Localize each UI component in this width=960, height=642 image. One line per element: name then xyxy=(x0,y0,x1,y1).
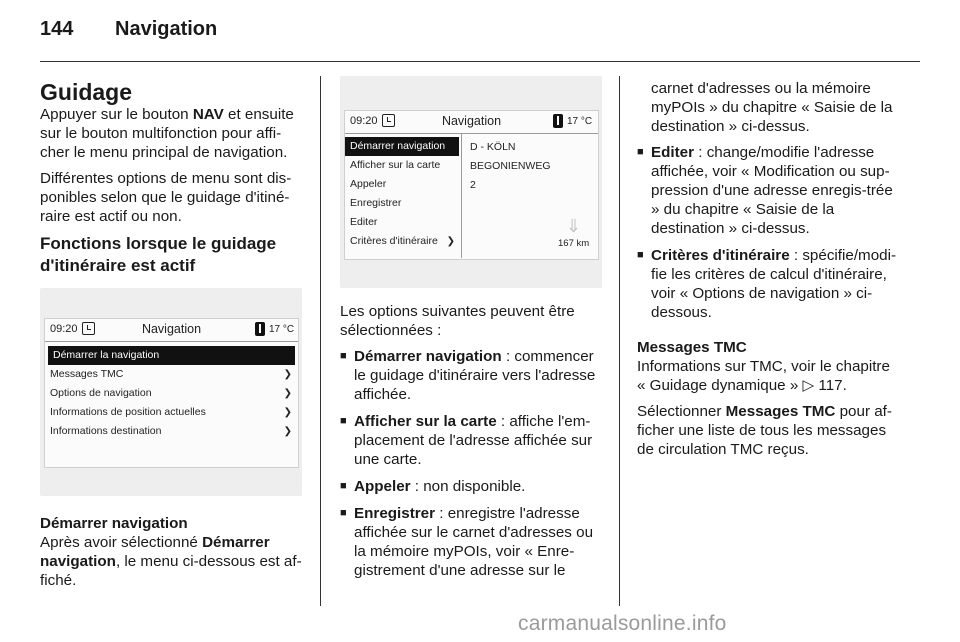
menu-item-edit[interactable]: Editer xyxy=(350,216,378,228)
screen-temperature: 17 °C xyxy=(269,324,295,335)
subheading-active-guidance: Fonctions lorsque le guidage d'itinéraire est actif xyxy=(40,234,277,275)
page-reference[interactable]: 117 xyxy=(818,377,843,394)
options-list xyxy=(340,347,608,580)
page-reference-icon: ▷ xyxy=(802,377,819,394)
paragraph-tmc-select: Sélectionner Messages TMC pour af-ficher une liste de tous les messages de circulation TMC reçus. xyxy=(637,403,892,458)
chevron-right-icon: ❯ xyxy=(283,388,292,399)
nav-screen-destination xyxy=(344,110,599,260)
option-route-criteria: ■ Critères d'itinéraire : spécifie/modi-fie les critères de calcul d'itinéraire, voir « Options de navigation » ci-dessous. xyxy=(637,246,902,322)
section-title: Navigation xyxy=(115,18,218,40)
menu-item-call[interactable]: Appeler xyxy=(350,178,387,190)
destination-country-city: D - KÖLN xyxy=(470,141,516,153)
arrow-down-icon: ⇓ xyxy=(566,216,582,236)
menu-item-destination-info[interactable]: Informations destination ❯ xyxy=(45,422,298,441)
subheading-tmc-messages: Messages TMC xyxy=(637,339,747,356)
chevron-right-icon: ❯ xyxy=(283,426,292,437)
menu-item-show-on-map[interactable]: Afficher sur la carte xyxy=(350,159,441,171)
destination-number: 2 xyxy=(470,179,476,191)
screen-status-bar xyxy=(45,319,298,342)
page-number: 144 xyxy=(40,18,74,40)
screen-figure-2 xyxy=(340,76,602,288)
options-list-continued xyxy=(637,143,902,322)
main-menu-list xyxy=(45,346,298,441)
menu-item-current-position-info[interactable]: Informations de position actuelles ❯ xyxy=(45,403,298,422)
destination-menu-list xyxy=(345,137,461,251)
paragraph-continued: carnet d'adresses ou la mémoire myPOIs » du chapitre « Saisie de la destination » ci-dessus. xyxy=(651,80,893,135)
screen-title: Navigation xyxy=(441,114,502,128)
paragraph-options: Différentes options de menu sont dis-ponibles selon que le guidage d'itiné-raire est actif ou non. xyxy=(40,170,292,225)
thermometer-icon xyxy=(553,114,563,128)
destination-address xyxy=(470,138,551,195)
screen-status-bar xyxy=(345,111,598,134)
option-edit: ■ Editer : change/modifie l'adresse affichée, voir « Modification ou sup-pression d'une adresse enregis-trée » du chapitre « Saisie de la destination » ci-dessus. xyxy=(637,143,902,238)
menu-item-tmc-messages[interactable]: Messages TMC ❯ xyxy=(45,365,298,384)
menu-item-navigation-options[interactable]: Options de navigation ❯ xyxy=(45,384,298,403)
screen-figure-1 xyxy=(40,288,302,496)
thermometer-icon xyxy=(255,322,265,336)
menu-item-route-criteria[interactable]: Critères d'itinéraire ❯ xyxy=(345,232,461,251)
paragraph-tmc-info: Informations sur TMC, voir le chapitre « Guidage dynamique » ▷ 117. xyxy=(637,358,890,394)
chevron-right-icon: ❯ xyxy=(446,236,455,247)
screen-time: 09:20 xyxy=(50,323,78,335)
option-save: ■ Enregistrer : enregistre l'adresse affichée sur le carnet d'adresses ou la mémoire myPOIs, voir « Enre-gistrement d'une adresse sur le xyxy=(340,504,608,580)
column-1 xyxy=(40,79,305,287)
paragraph-intro: Appuyer sur le bouton NAV et ensuite sur le bouton multifonction pour affi-cher le menu principal de navigation. xyxy=(40,106,294,161)
column-3 xyxy=(637,79,902,466)
option-start-navigation: ■ Démarrer navigation : commencer le guidage d'itinéraire vers l'adresse affichée. xyxy=(340,347,608,404)
heading-guidage: Guidage xyxy=(40,79,133,105)
column-divider-2 xyxy=(619,76,620,606)
subheading-start-navigation: Démarrer navigation xyxy=(40,515,188,532)
chevron-right-icon: ❯ xyxy=(283,369,292,380)
column-divider-1 xyxy=(320,76,321,606)
nav-screen-main-menu xyxy=(44,318,299,468)
menu-item-start-navigation[interactable]: Démarrer la navigation xyxy=(48,346,295,365)
menu-item-start-navigation[interactable]: Démarrer navigation xyxy=(345,137,459,156)
option-show-on-map: ■ Afficher sur la carte : affiche l'em-placement de l'adresse affichée sur une carte. xyxy=(340,412,608,469)
screen-title: Navigation xyxy=(141,322,202,336)
menu-item-save[interactable]: Enregistrer xyxy=(350,197,402,209)
column-1-bottom xyxy=(40,514,305,597)
destination-address-panel xyxy=(462,134,598,258)
column-2 xyxy=(340,302,608,588)
paragraph-after-select: Après avoir sélectionné Démarrer navigation, le menu ci-dessous est af-fiché. xyxy=(40,534,302,589)
screen-temperature: 17 °C xyxy=(567,116,593,127)
paragraph-options-intro: Les options suivantes peuvent être sélectionnées : xyxy=(340,303,575,339)
header-rule xyxy=(40,61,920,62)
watermark: carmanualsonline.info xyxy=(518,612,727,635)
chevron-right-icon: ❯ xyxy=(283,407,292,418)
destination-menu-panel xyxy=(345,134,462,258)
option-call: ■ Appeler : non disponible. xyxy=(340,477,608,496)
screen-time: 09:20 xyxy=(350,115,378,127)
destination-street: BEGONIENWEG xyxy=(470,160,551,172)
distance-readout: 167 km xyxy=(558,238,590,249)
